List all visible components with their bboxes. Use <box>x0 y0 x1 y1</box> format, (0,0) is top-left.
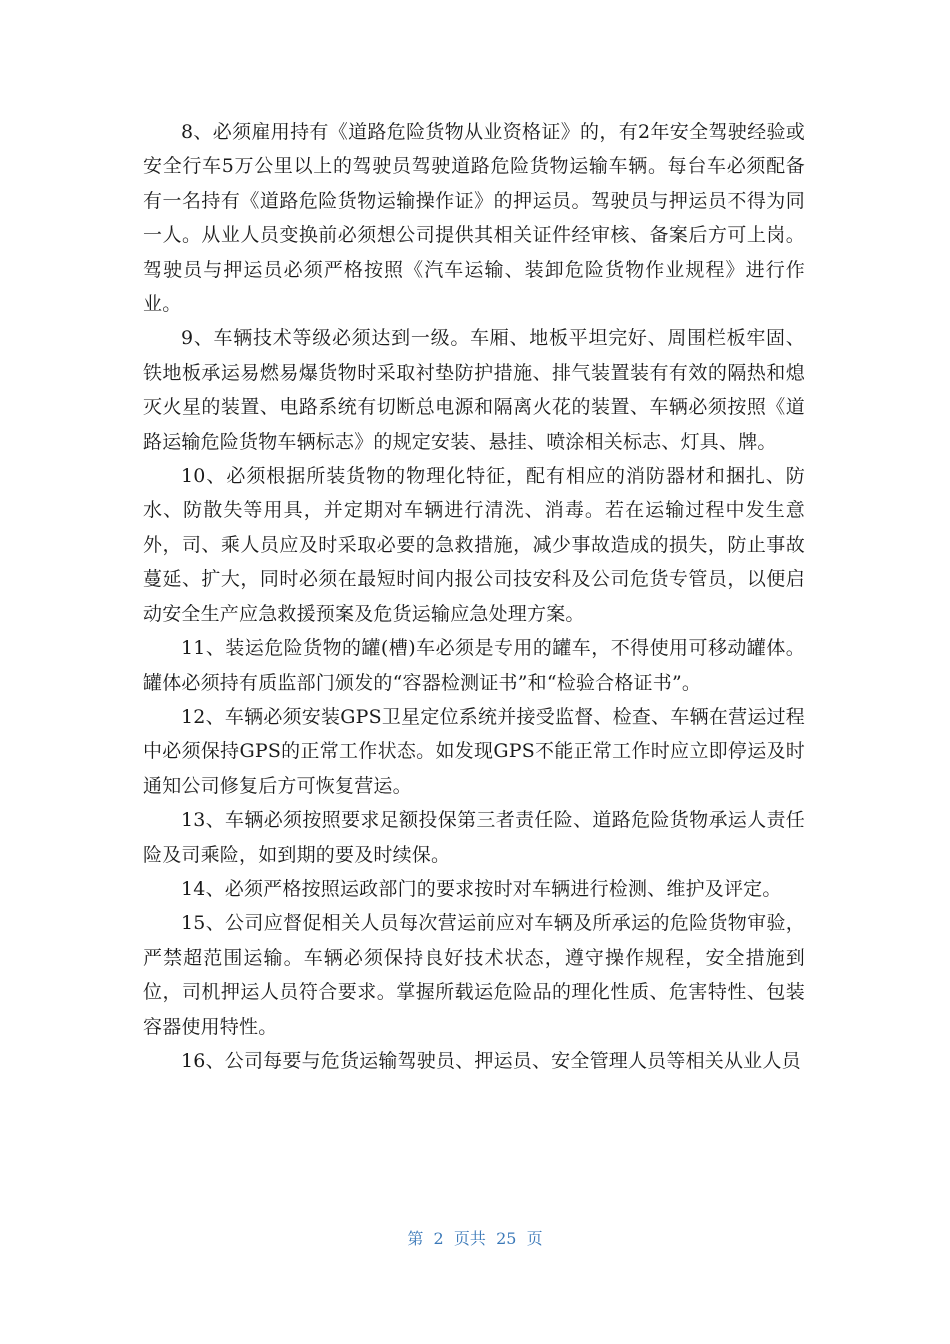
page-number-footer: 第 2 页共 25 页 <box>407 1229 543 1248</box>
paragraph-9: 9、车辆技术等级必须达到一级。车厢、地板平坦完好、周围栏板牢固、铁地板承运易燃易爆货物时采取衬垫防护措施、排气装置装有有效的隔热和熄灭火星的装置、电路系统有切断总电源和隔离火花的装置、车辆必须按照《道路运输危险货物车辆标志》的规定安装、悬挂、喷涂相关标志、灯具、牌。 <box>143 327 805 453</box>
paragraph-11: 11、装运危险货物的罐(槽)车必须是专用的罐车，不得使用可移动罐体。罐体必须持有质监部门颁发的“容器检测证书”和“检验合格证书”。 <box>143 637 805 694</box>
paragraph-13: 13、车辆必须按照要求足额投保第三者责任险、道路危险货物承运人责任险及司乘险，如到期的要及时续保。 <box>143 809 805 866</box>
paragraph-8: 8、必须雇用持有《道路危险货物从业资格证》的，有2年安全驾驶经验或安全行车5万公里以上的驾驶员驾驶道路危险货物运输车辆。每台车必须配备有一名持有《道路危险货物运输操作证》的押运员。驾驶员与押运员不得为同一人。从业人员变换前必须想公司提供其相关证件经审核、备案后方可上岗。驾驶员与押运员必须严格按照《汽车运输、装卸危险货物作业规程》进行作业。 <box>143 121 805 316</box>
paragraph-16: 16、公司每要与危货运输驾驶员、押运员、安全管理人员等相关从业人员 <box>181 1049 801 1072</box>
paragraph-12: 12、车辆必须安装GPS卫星定位系统并接受监督、检查、车辆在营运过程中必须保持GPS的正常工作状态。如发现GPS不能正常工作时应立即停运及时通知公司修复后方可恢复营运。 <box>143 705 805 797</box>
paragraph-10: 10、必须根据所装货物的物理化特征，配有相应的消防器材和捆扎、防水、防散失等用具，并定期对车辆进行清洗、消毒。若在运输过程中发生意外，司、乘人员应及时采取必要的急救措施，减少事故造成的损失，防止事故蔓延、扩大，同时必须在最短时间内报公司技安科及公司危货专管员，以便启动安全生产应急救援预案及危货运输应急处理方案。 <box>143 465 805 625</box>
paragraph-14: 14、必须严格按照运政部门的要求按时对车辆进行检测、维护及评定。 <box>181 877 782 900</box>
paragraph-15: 15、公司应督促相关人员每次营运前应对车辆及所承运的危险货物审验，严禁超范围运输。车辆必须保持良好技术状态，遵守操作规程，安全措施到位，司机押运人员符合要求。掌握所载运危险品的理化性质、危害特性、包装容器使用特性。 <box>143 912 805 1038</box>
document-body <box>143 115 805 1078</box>
